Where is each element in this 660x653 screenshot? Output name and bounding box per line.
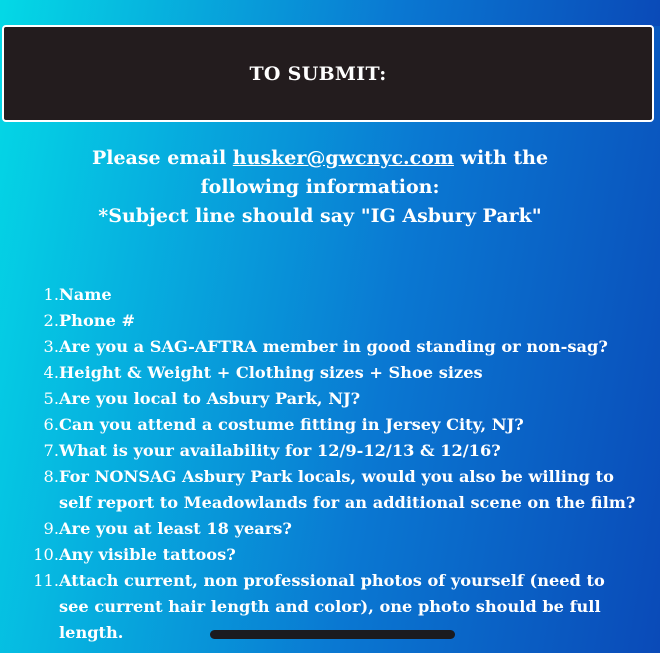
email-link[interactable]: husker@gwcnyc.com (232, 147, 454, 169)
instructions-suffix: with the (453, 147, 549, 169)
submit-banner (2, 25, 654, 122)
banner-title: TO SUBMIT: (249, 62, 387, 85)
item-number: 5. (43, 389, 59, 408)
item-number: 3. (43, 337, 59, 356)
submission-instructions (40, 144, 600, 231)
item-text: Can you attend a costume fitting in Jersey City, NJ? (59, 415, 524, 434)
item-number: 1. (43, 285, 59, 304)
list-item (0, 464, 660, 516)
item-text: What is your availability for 12/9-12/13 & 12/16? (59, 441, 501, 460)
list-item (0, 282, 660, 308)
item-text: Height & Weight + Clothing sizes + Shoe sizes (59, 363, 483, 382)
list-item (0, 516, 660, 542)
item-text: Are you local to Asbury Park, NJ? (59, 389, 361, 408)
item-text: Phone # (59, 311, 136, 330)
item-number: 2. (43, 311, 59, 330)
item-number: 9. (43, 519, 59, 538)
item-text: Are you at least 18 years? (59, 519, 292, 538)
subject-line-note: *Subject line should say "IG Asbury Park" (98, 205, 542, 227)
list-item (0, 542, 660, 568)
item-number: 6. (43, 415, 59, 434)
item-text: Name (59, 285, 112, 304)
instructions-line-1 (40, 144, 600, 173)
list-item (0, 360, 660, 386)
item-number: 10. (33, 545, 59, 564)
questions-list (0, 282, 660, 646)
list-item (0, 386, 660, 412)
list-item (0, 308, 660, 334)
list-item (0, 334, 660, 360)
list-item (0, 412, 660, 438)
item-text: For NONSAG Asbury Park locals, would you also be willing to self report to Meadowlands for an additional scene on the film? (59, 467, 636, 512)
item-text: Any visible tattoos? (59, 545, 236, 564)
item-number: 4. (43, 363, 59, 382)
top-gradient-strip (0, 0, 660, 26)
item-text: Attach current, non professional photos of yourself (need to see current hair length and color), one photo should be full length. (59, 571, 605, 642)
item-number: 7. (43, 441, 59, 460)
instructions-line-2: following information: (200, 176, 440, 198)
item-number: 8. (43, 467, 59, 486)
item-number: 11. (33, 571, 59, 590)
list-item (0, 438, 660, 464)
item-text: Are you a SAG-AFTRA member in good standing or non-sag? (59, 337, 608, 356)
home-indicator-bar[interactable] (210, 630, 455, 639)
instructions-prefix: Please email (91, 147, 233, 169)
